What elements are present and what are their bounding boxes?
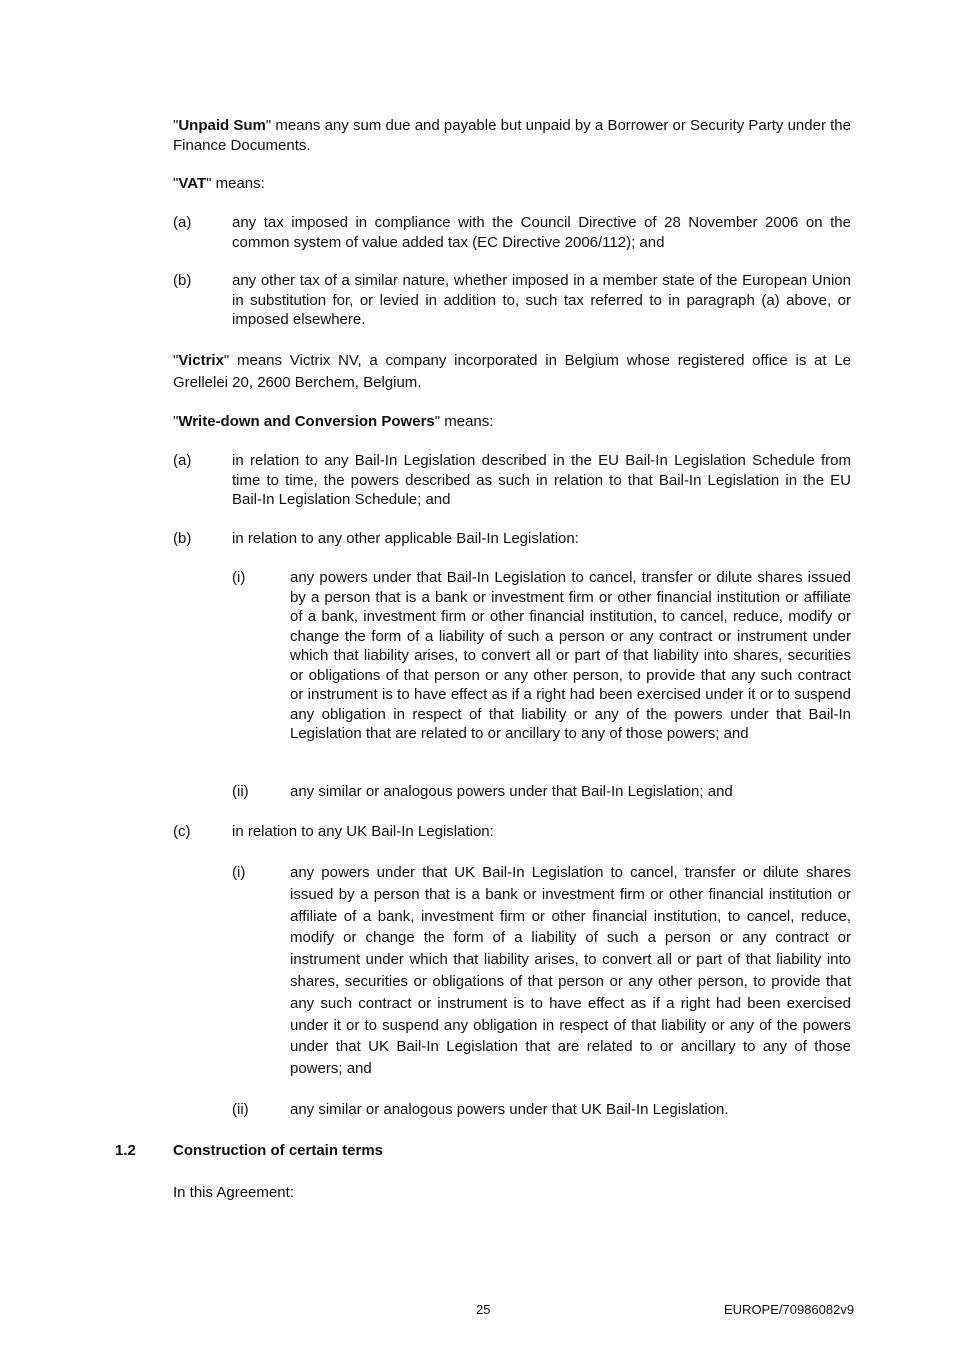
- write-down-b-subitem-i-text: any powers under that Bail-In Legislation to cancel, transfer or dilute shares issued by a person that is a bank or investment firm or other financial institution or affiliate of a bank, investment firm or other financial institution, to cancel, reduce, modify or change the form of a liability of such a person or any contract or instrument under which that liability arises, to convert all or part of that liability into shares, securities or obligations of that person or any other person, to provide that any such contract or instrument is to have effect as if a right had been exercised under it or to suspend any obligation in respect of that liability or any of the powers under that Bail-In Legislation that are related to or ancillary to any of those powers; and: [290, 569, 851, 742]
- write-down-c-subitem-ii-label: (ii): [232, 1101, 249, 1118]
- definition-write-down: "Write-down and Conversion Powers" means:: [173, 413, 494, 430]
- definition-victrix: "Victrix" means Victrix NV, a company incorporated in Belgium whose registered office is at Le Grellelei 20, 2600 Berchem, Belgium.: [173, 352, 851, 391]
- write-down-c-subitem-i-label: (i): [232, 864, 246, 881]
- section-intro: In this Agreement:: [173, 1184, 294, 1201]
- write-down-item-c-label: (c): [173, 823, 191, 840]
- term-victrix: Victrix: [178, 352, 224, 369]
- write-down-item-a-label: (a): [173, 452, 192, 469]
- vat-item-label: (b): [173, 272, 192, 289]
- write-down-c-subitem-ii-text: any similar or analogous powers under that UK Bail-In Legislation.: [290, 1101, 729, 1118]
- write-down-c-subitem-i-text: any powers under that UK Bail-In Legislation to cancel, transfer or dilute shares issued by a person that is a bank or investment firm or other financial institution or affiliate of a bank, investment firm or other financial institution, to cancel, reduce, modify or change the form of a liability of such a person or any contract or instrument under which that liability arises, to convert all or part of that liability into shares, securities or obligations of that person or any other person, to provide that any such contract or instrument is to have effect as if a right had been exercised under it or to suspend any obligation in respect of that liability or any of the powers under that UK Bail-In Legislation that are related to or ancillary to any of those powers; and: [290, 864, 851, 1078]
- write-down-b-subitem-i-label: (i): [232, 569, 246, 586]
- page-number: 25: [476, 1302, 491, 1317]
- definition-vat: "VAT" means:: [173, 175, 265, 192]
- write-down-item-b-label: (b): [173, 530, 192, 547]
- definition-unpaid-sum: "Unpaid Sum" means any sum due and payable but unpaid by a Borrower or Security Party under the Finance Documents.: [173, 117, 851, 154]
- write-down-b-subitem-ii-text: any similar or analogous powers under that Bail-In Legislation; and: [290, 783, 733, 800]
- section-title: Construction of certain terms: [173, 1142, 384, 1159]
- section-number: 1.2: [115, 1142, 136, 1159]
- vat-item-text: any other tax of a similar nature, whether imposed in a member state of the European Union in substitution for, or levied in addition to, such tax referred to in paragraph (a) above, or imposed elsewhere.: [232, 272, 851, 328]
- write-down-b-subitem-ii-label: (ii): [232, 783, 249, 800]
- vat-item-label: (a): [173, 214, 192, 231]
- vat-item-text: any tax imposed in compliance with the Council Directive of 28 November 2006 on the common system of value added tax (EC Directive 2006/112); and: [232, 214, 851, 251]
- write-down-item-a-text: in relation to any Bail-In Legislation described in the EU Bail-In Legislation Schedule from time to time, the powers described as such in relation to that Bail-In Legislation in the EU Bail-In Legislation Schedule; and: [232, 452, 851, 508]
- term-unpaid-sum: Unpaid Sum: [178, 117, 266, 134]
- document-reference: EUROPE/70986082v9: [724, 1302, 855, 1317]
- term-vat: VAT: [178, 175, 207, 192]
- write-down-item-c-text: in relation to any UK Bail-In Legislation:: [232, 823, 494, 840]
- write-down-item-b-text: in relation to any other applicable Bail-In Legislation:: [232, 530, 579, 547]
- term-write-down: Write-down and Conversion Powers: [178, 413, 435, 430]
